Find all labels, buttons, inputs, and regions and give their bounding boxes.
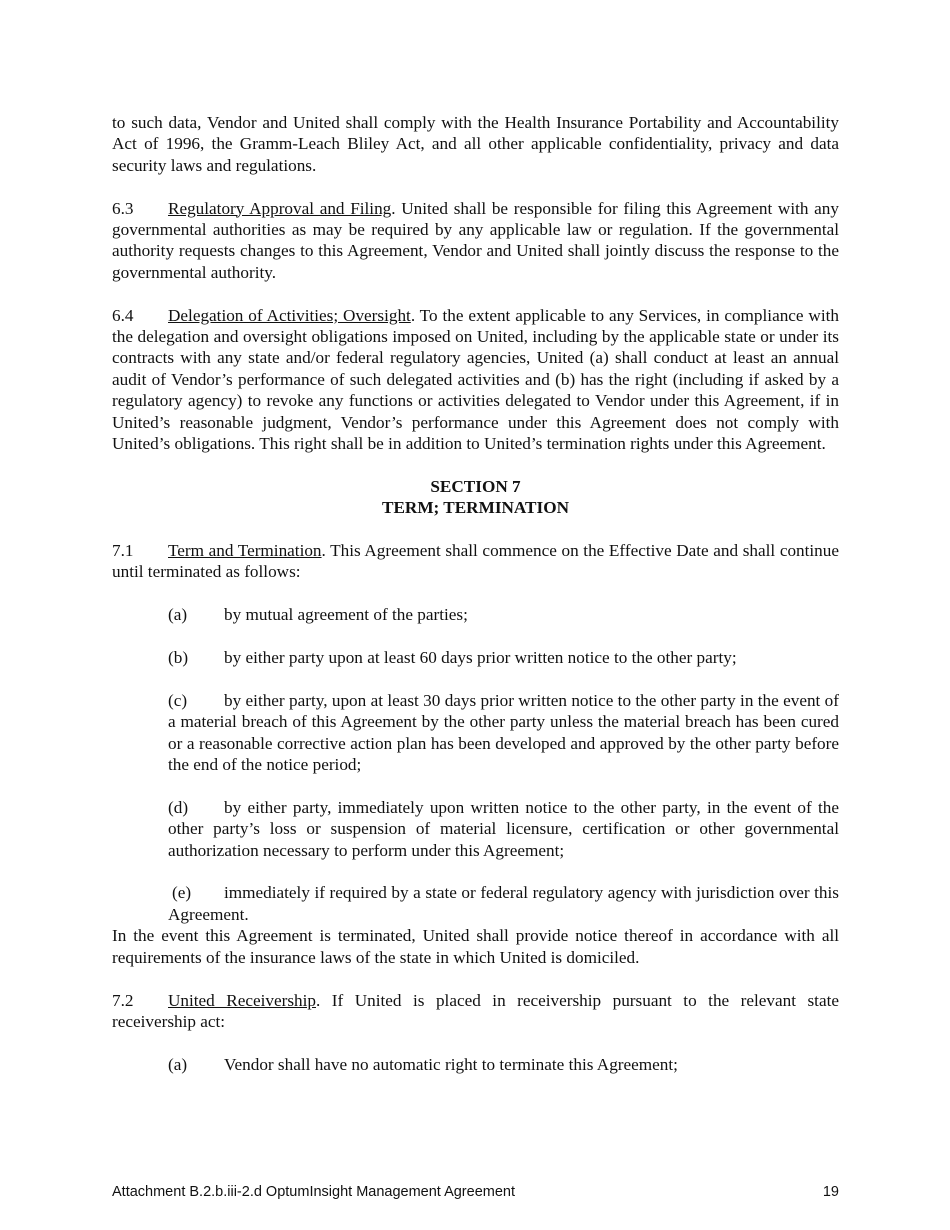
list-item-text: by mutual agreement of the parties; xyxy=(224,605,468,625)
list-item-e xyxy=(168,882,839,925)
list-item-text: by either party upon at least 60 days prior written notice to the other party; xyxy=(224,648,737,668)
paragraph-continuation: to such data, Vendor and United shall comply with the Health Insurance Portability and Accountability Act of 1996, the Gramm-Leach Bliley Act, and all other applicable confidentiality, privacy and data security laws and regulations. xyxy=(112,113,839,175)
list-item-a xyxy=(168,1054,839,1075)
section-7-2 xyxy=(112,990,839,1033)
page-footer xyxy=(112,1184,839,1200)
page-number: 19 xyxy=(822,1184,839,1200)
list-item-label: (b) xyxy=(168,648,189,668)
section-heading: United Receivership xyxy=(168,990,316,1010)
section-7-title xyxy=(112,476,839,519)
list-item-d xyxy=(168,797,839,861)
list-item-text: by either party, upon at least 30 days prior written notice to the other party in the event of a material breach of this Agreement by the other party unless the material breach has been cured or a reasonable corrective action plan has been developed and approved by the other party before the end of the notice period; xyxy=(168,690,839,775)
list-item-a xyxy=(168,604,839,625)
list-item-label: (d) xyxy=(168,797,189,817)
list-item-text: Vendor shall have no automatic right to terminate this Agreement; xyxy=(224,1054,678,1074)
section-text: . If United is placed in receivership pursuant to the relevant state receivership act: xyxy=(112,990,839,1031)
list-item-label: (c) xyxy=(168,690,188,710)
section-7-1 xyxy=(112,540,839,583)
footer-document-title: Attachment B.2.b.iii-2.d OptumInsight Management Agreement xyxy=(112,1184,515,1200)
list-item-label: (a) xyxy=(168,1054,188,1074)
section-number: 6.3 xyxy=(112,198,134,218)
section-7-number: SECTION 7 xyxy=(430,476,521,496)
document-body xyxy=(112,112,839,1097)
list-item-c xyxy=(168,690,839,776)
section-6-3 xyxy=(112,198,839,284)
section-heading: Regulatory Approval and Filing xyxy=(168,198,392,218)
section-heading: Term and Termination xyxy=(168,541,322,561)
list-item-text: immediately if required by a state or federal regulatory agency with jurisdiction over this Agreement. xyxy=(168,883,839,924)
section-text: . This Agreement shall commence on the Effective Date and shall continue until terminated as follows: xyxy=(112,541,839,582)
section-number: 6.4 xyxy=(112,305,134,325)
section-text: . United shall be responsible for filing this Agreement with any governmental authorities as may be required by any applicable law or regulation. If the governmental authority requests changes to this Agreement, Vendor and United shall jointly discuss the response to the governmental authority. xyxy=(112,198,839,282)
section-heading: Delegation of Activities; Oversight xyxy=(168,305,411,325)
termination-notice-paragraph: In the event this Agreement is terminated, United shall provide notice thereof in accordance with all requirements of the insurance laws of the state in which United is domiciled. xyxy=(112,926,839,967)
list-item-label: (e) xyxy=(172,883,192,903)
list-item-label: (a) xyxy=(168,605,188,625)
list-item-text: by either party, immediately upon written notice to the other party, in the event of the other party’s loss or suspension of material licensure, certification or other governmental authorization necessary to perform under this Agreement; xyxy=(168,797,839,860)
section-6-4 xyxy=(112,305,839,455)
list-item-b xyxy=(168,647,839,668)
section-text: . To the extent applicable to any Services, in compliance with the delegation and oversight obligations imposed on United, including by the applicable state or under its contracts with any state and/or federal regulatory agencies, United (a) shall conduct at least an annual audit of Vendor’s performance of such delegated activities and (b) has the right (including if asked by a regulatory agency) to revoke any functions or activities delegated to Vendor under this Agreement, if in United’s reasonable judgment, Vendor’s performance under this Agreement does not comply with United’s obligations. This right shall be in addition to United’s termination rights under this Agreement. xyxy=(112,305,839,454)
section-number: 7.1 xyxy=(112,541,134,561)
section-7-name: TERM; TERMINATION xyxy=(381,498,569,518)
section-number: 7.2 xyxy=(112,990,134,1010)
